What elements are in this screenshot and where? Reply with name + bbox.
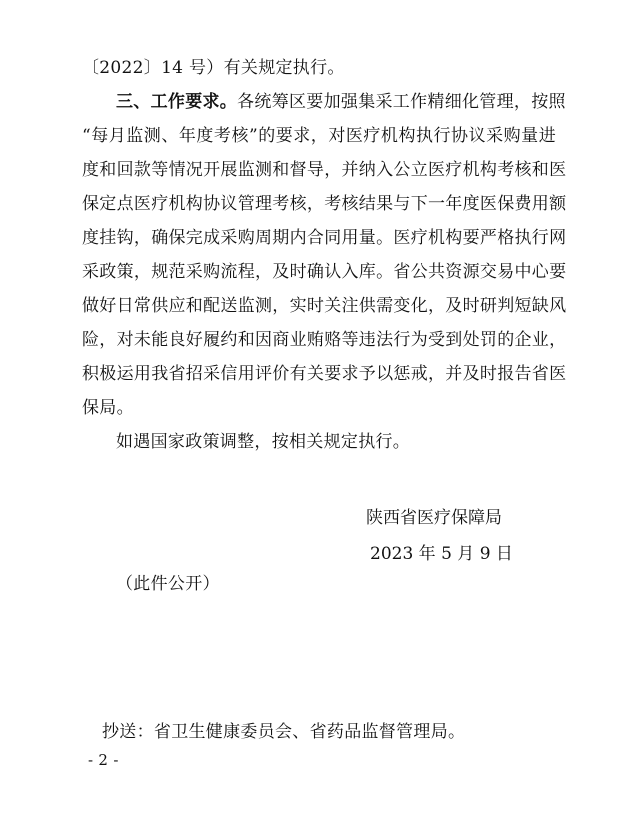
continuation-line: 〔2022〕14 号）有关规定执行。 bbox=[82, 58, 345, 78]
section-heading-line bbox=[82, 92, 566, 112]
paragraph-line: 度和回款等情况开展监测和督导，并纳入公立医疗机构考核和医 bbox=[82, 160, 567, 180]
paragraph-line: 保定点医疗机构协议管理考核，考核结果与下一年度医保费用额 bbox=[82, 194, 567, 214]
cc-line bbox=[102, 722, 465, 742]
paragraph-line: 积极运用我省招采信用评价有关要求予以惩戒，并及时报告省医 bbox=[82, 364, 567, 384]
paragraph-line: 做好日常供应和配送监测，实时关注供需变化，及时研判短缺风 bbox=[82, 296, 567, 316]
paragraph-line: 险，对未能良好履约和因商业贿赂等违法行为受到处罚的企业， bbox=[82, 330, 567, 350]
issuer-name: 陕西省医疗保障局 bbox=[366, 508, 502, 528]
disclosure-note: （此件公开） bbox=[116, 574, 220, 594]
paragraph-line: 保局。 bbox=[82, 398, 134, 418]
section-heading: 三、工作要求。 bbox=[116, 92, 238, 112]
page-number: - 2 - bbox=[88, 751, 119, 769]
cc-label: 抄送： bbox=[102, 722, 154, 742]
paragraph-line: “每月监测、年度考核”的要求，对医疗机构执行协议采购量进 bbox=[82, 126, 556, 146]
paragraph-line: 度挂钩，确保完成采购周期内合同用量。医疗机构要严格执行网 bbox=[82, 228, 567, 248]
cc-recipients: 省卫生健康委员会、省药品监督管理局。 bbox=[153, 722, 466, 742]
issue-date: 2023 年 5 月 9 日 bbox=[370, 544, 513, 564]
paragraph-line: 采政策，规范采购流程，及时确认入库。省公共资源交易中心要 bbox=[82, 262, 567, 282]
paragraph-line: 各统筹区要加强集采工作精细化管理，按照 bbox=[237, 92, 566, 112]
policy-note: 如遇国家政策调整，按相关规定执行。 bbox=[116, 432, 411, 452]
